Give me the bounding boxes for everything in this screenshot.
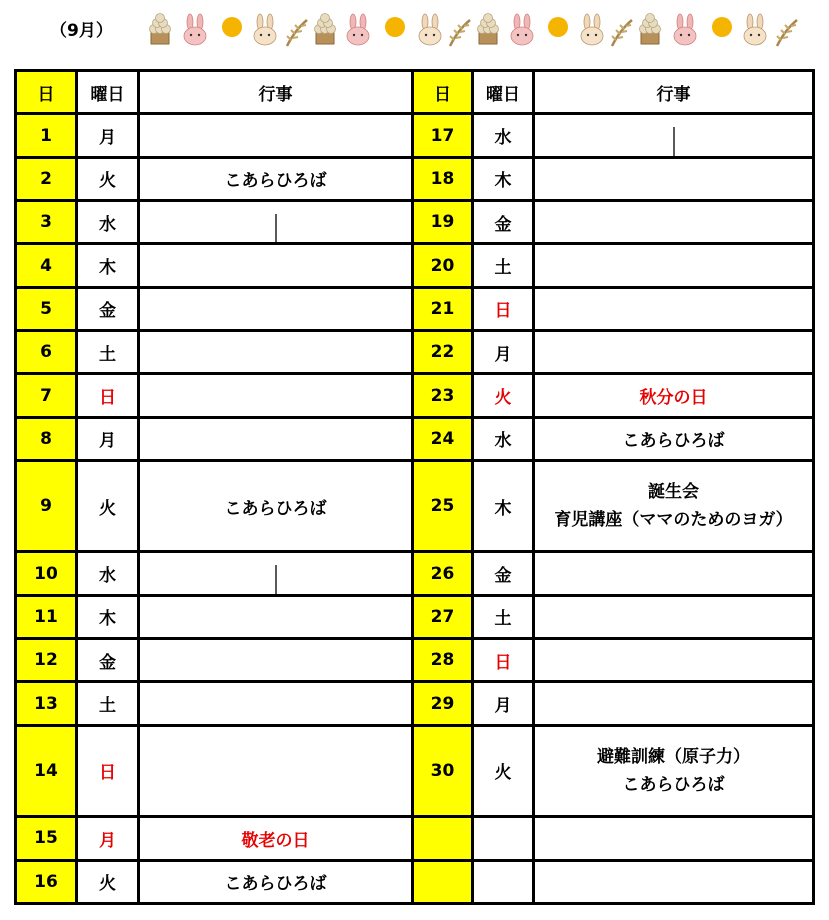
table-row [16, 201, 814, 244]
header-weekday-left: 曜日 [77, 71, 139, 114]
susuki-grass-icon [450, 20, 470, 46]
event-cell [534, 201, 814, 244]
weekday-cell: 火 [77, 157, 139, 200]
day-cell: 4 [16, 244, 77, 287]
down-arrow-icon [268, 565, 284, 595]
table-row [16, 461, 814, 552]
susuki-grass-icon [777, 20, 797, 46]
day-cell: 3 [16, 201, 77, 244]
moon-icon [548, 17, 568, 37]
table-row [16, 417, 814, 460]
event-cell [139, 595, 413, 638]
weekday-cell: 火 [473, 374, 534, 417]
table-row [16, 817, 814, 860]
september-calendar-table [14, 69, 815, 905]
event-cell [139, 331, 413, 374]
event-cell [139, 552, 413, 595]
table-row [16, 860, 814, 904]
weekday-cell: 木 [473, 157, 534, 200]
day-cell: 2 [16, 157, 77, 200]
weekday-cell: 木 [77, 595, 139, 638]
weekday-cell: 木 [473, 461, 534, 552]
table-row [16, 639, 814, 682]
day-cell: 26 [413, 552, 473, 595]
table-row [16, 552, 814, 595]
tsukimi-dango-icon [150, 14, 171, 45]
day-cell: 28 [413, 639, 473, 682]
day-cell: 23 [413, 374, 473, 417]
rabbit-icon [419, 14, 441, 45]
event-cell [534, 157, 814, 200]
event-cell [534, 461, 814, 552]
event-cell [139, 157, 413, 200]
rabbit-icon [581, 14, 603, 45]
table-row [16, 287, 814, 330]
weekday-cell: 火 [473, 725, 534, 816]
weekday-cell: 月 [77, 817, 139, 860]
event-cell [534, 374, 814, 417]
tsukimi-dango-icon [478, 14, 499, 45]
weekday-cell: 土 [473, 244, 534, 287]
day-cell: 24 [413, 417, 473, 460]
weekday-cell: 日 [77, 725, 139, 816]
event-cell [139, 860, 413, 904]
moon-icon [222, 17, 242, 37]
weekday-cell: 土 [77, 331, 139, 374]
decoration-banner [140, 6, 810, 56]
tsukimi-dango-icon [640, 14, 661, 45]
table-row [16, 374, 814, 417]
weekday-cell: 月 [77, 114, 139, 157]
day-cell: 14 [16, 725, 77, 816]
day-cell: 6 [16, 331, 77, 374]
weekday-cell: 水 [473, 114, 534, 157]
event-text: こあらひろば [224, 171, 327, 192]
event-cell [139, 374, 413, 417]
weekday-cell: 金 [473, 201, 534, 244]
day-cell: 7 [16, 374, 77, 417]
day-cell: 20 [413, 244, 473, 287]
event-cell [139, 114, 413, 157]
event-line: こあらひろば [622, 774, 725, 795]
rabbit-icon [254, 14, 276, 45]
weekday-cell: 月 [473, 682, 534, 725]
event-cell [139, 725, 413, 816]
event-cell [534, 725, 814, 816]
rabbit-icon [674, 14, 696, 45]
tsukimi-dango-icon [315, 14, 336, 45]
day-cell: 11 [16, 595, 77, 638]
event-cell [534, 552, 814, 595]
event-text: こあらひろば [224, 874, 327, 895]
day-cell: 10 [16, 552, 77, 595]
day-cell [413, 817, 473, 860]
table-row [16, 244, 814, 287]
day-cell: 9 [16, 461, 77, 552]
day-cell: 18 [413, 157, 473, 200]
event-cell [139, 201, 413, 244]
table-row [16, 725, 814, 816]
day-cell: 12 [16, 639, 77, 682]
event-cell [139, 417, 413, 460]
day-cell: 19 [413, 201, 473, 244]
day-cell: 5 [16, 287, 77, 330]
event-text: こあらひろば [224, 498, 327, 519]
event-cell [139, 817, 413, 860]
rabbit-icon [347, 14, 369, 45]
susuki-grass-icon [612, 20, 632, 46]
event-cell [534, 114, 814, 157]
day-cell: 8 [16, 417, 77, 460]
day-cell: 17 [413, 114, 473, 157]
header-weekday-right: 曜日 [473, 71, 534, 114]
weekday-cell: 日 [473, 639, 534, 682]
event-cell [534, 860, 814, 904]
day-cell: 29 [413, 682, 473, 725]
down-arrow-icon [666, 127, 682, 157]
weekday-cell: 土 [77, 682, 139, 725]
weekday-cell [473, 817, 534, 860]
moon-icon [712, 17, 732, 37]
weekday-cell [473, 860, 534, 904]
event-cell [139, 682, 413, 725]
moon-icon [385, 17, 405, 37]
event-line: 育児講座（ママのためのヨガ） [554, 510, 793, 531]
event-line: 誕生会 [648, 482, 699, 503]
table-row [16, 682, 814, 725]
weekday-cell: 水 [77, 201, 139, 244]
event-cell [534, 595, 814, 638]
day-cell: 27 [413, 595, 473, 638]
rabbit-icon [511, 14, 533, 45]
event-cell [534, 331, 814, 374]
day-cell [413, 860, 473, 904]
weekday-cell: 木 [77, 244, 139, 287]
event-text: 秋分の日 [639, 388, 708, 409]
day-cell: 1 [16, 114, 77, 157]
event-cell [534, 817, 814, 860]
weekday-cell: 日 [473, 287, 534, 330]
event-cell [139, 244, 413, 287]
day-cell: 15 [16, 817, 77, 860]
event-cell [139, 287, 413, 330]
weekday-cell: 水 [473, 417, 534, 460]
event-cell [534, 417, 814, 460]
day-cell: 21 [413, 287, 473, 330]
weekday-cell: 金 [77, 287, 139, 330]
event-cell [139, 639, 413, 682]
header-event-left: 行事 [139, 71, 413, 114]
weekday-cell: 月 [77, 417, 139, 460]
rabbit-icon [184, 14, 206, 45]
weekday-cell: 月 [473, 331, 534, 374]
down-arrow-icon [268, 214, 284, 244]
month-label: （9月） [50, 21, 113, 41]
event-cell [534, 244, 814, 287]
table-row [16, 331, 814, 374]
weekday-cell: 金 [77, 639, 139, 682]
table-row [16, 595, 814, 638]
day-cell: 13 [16, 682, 77, 725]
weekday-cell: 土 [473, 595, 534, 638]
table-row [16, 157, 814, 200]
header-row [16, 71, 814, 114]
table-row [16, 114, 814, 157]
event-text: こあらひろば [622, 431, 725, 452]
weekday-cell: 水 [77, 552, 139, 595]
event-text: 敬老の日 [241, 830, 310, 851]
day-cell: 25 [413, 461, 473, 552]
header-event-right: 行事 [534, 71, 814, 114]
event-line: 避難訓練（原子力） [597, 746, 750, 767]
event-cell [534, 639, 814, 682]
header-day-right: 日 [413, 71, 473, 114]
rabbit-icon [744, 14, 766, 45]
day-cell: 30 [413, 725, 473, 816]
weekday-cell: 火 [77, 860, 139, 904]
weekday-cell: 金 [473, 552, 534, 595]
weekday-cell: 火 [77, 461, 139, 552]
event-cell [139, 461, 413, 552]
event-cell [534, 287, 814, 330]
event-cell [534, 682, 814, 725]
day-cell: 16 [16, 860, 77, 904]
day-cell: 22 [413, 331, 473, 374]
header-day-left: 日 [16, 71, 77, 114]
weekday-cell: 日 [77, 374, 139, 417]
susuki-grass-icon [287, 20, 307, 46]
